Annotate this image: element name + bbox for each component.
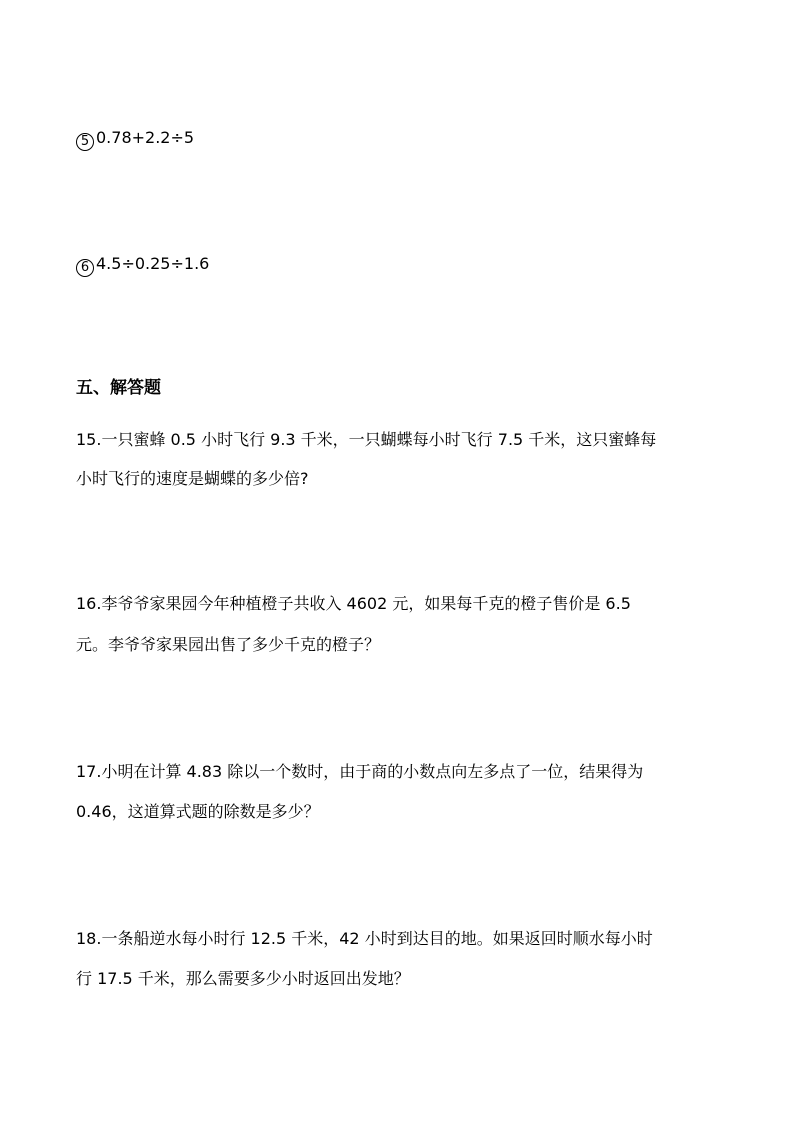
problem-text-line: 17.小明在计算 4.83 除以一个数时，由于商的小数点向左多点了一位，结果得为 bbox=[76, 762, 644, 781]
problem-text-line: 15.一只蜜蜂 0.5 小时飞行 9.3 千米，一只蝴蝶每小时飞行 7.5 千米，这只蜜蜂每 bbox=[76, 430, 657, 449]
problem-text-line: 16.李爷爷家果园今年种植橙子共收入 4602 元，如果每千克的橙子售价是 6.5 bbox=[76, 594, 631, 613]
calc-item-6 bbox=[76, 252, 209, 277]
section-title: 五、解答题 bbox=[76, 378, 161, 398]
circled-number-6: 6 bbox=[76, 259, 94, 277]
problem-text-line: 0.46，这道算式题的除数是多少？ bbox=[76, 802, 320, 821]
problem-text-line: 行 17.5 千米，那么需要多少小时返回出发地？ bbox=[76, 969, 410, 988]
calc-item-5 bbox=[76, 126, 194, 151]
circled-number-5: 5 bbox=[76, 133, 94, 151]
problem-text-line: 小时飞行的速度是蝴蝶的多少倍? bbox=[76, 469, 309, 488]
calc-expression: 0.78+2.2÷5 bbox=[96, 128, 195, 147]
problem-text-line: 18.一条船逆水每小时行 12.5 千米，42 小时到达目的地。如果返回时顺水每小时 bbox=[76, 929, 653, 948]
problem-text-line: 元。李爷爷家果园出售了多少千克的橙子？ bbox=[76, 635, 381, 654]
calc-expression: 4.5÷0.25÷1.6 bbox=[96, 254, 210, 273]
